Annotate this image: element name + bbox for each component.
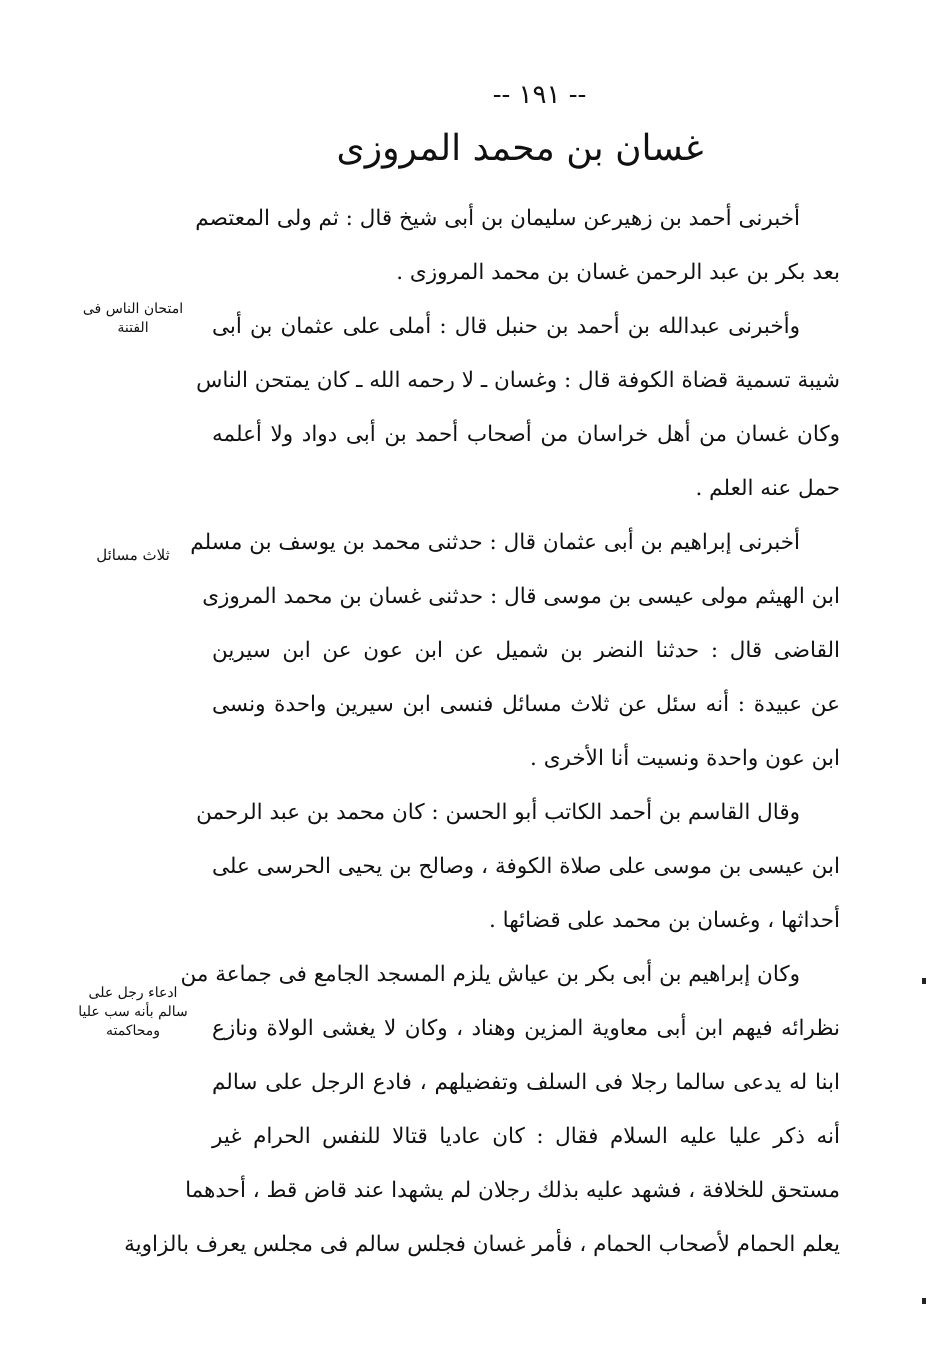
page-number: -- ١٩١ -- [492,80,587,110]
text-line: ابن عيسى بن موسى على صلاة الكوفة ، وصالح بن يحيى الحرسى على [212,854,840,879]
scan-speck [922,1298,926,1304]
text-line: أخبرنى أحمد بن زهيرعن سليمان بن أبى شيخ قال : ثم ولى المعتصم [195,206,800,231]
text-line: مستحق للخلافة ، فشهد عليه بذلك رجلان لم يشهدا عند قاض قط ، أحدهما [185,1178,840,1203]
text-line: أنه ذكر عليا عليه السلام فقال : كان عاديا قتالا للنفس الحرام غير [212,1124,840,1149]
text-line: بعد بكر بن عبد الرحمن غسان بن محمد المروزى . [396,260,840,285]
section-title: غسان بن محمد المروزى [336,128,704,169]
text-line: شيبة تسمية قضاة الكوفة قال : وغسان ـ لا رحمه الله ـ كان يمتحن الناس [196,368,840,393]
margin-note-three-questions: ثلاث مسائل [96,546,170,564]
text-line: أحداثها ، وغسان بن محمد على قضائها . [489,908,840,933]
text-line: وكان إبراهيم بن أبى بكر بن عياش يلزم المسجد الجامع فى جماعة من [180,962,800,987]
text-line: ابن الهيثم مولى عيسى بن موسى قال : حدثنى غسان بن محمد المروزى [202,584,840,609]
text-line: عن عبيدة : أنه سئل عن ثلاث مسائل فنسى ابن سيرين واحدة ونسى [212,692,840,717]
text-line: نظرائه فيهم ابن أبى معاوية المزين وهناد ، وكان لا يغشى الولاة ونازع [212,1016,840,1041]
text-line: حمل عنه العلم . [695,476,840,501]
text-line: وقال القاسم بن أحمد الكاتب أبو الحسن : كان محمد بن عبد الرحمن [196,800,800,825]
scan-speck [922,978,926,984]
text-line: أخبرنى إبراهيم بن أبى عثمان قال : حدثنى محمد بن يوسف بن مسلم [190,530,800,555]
text-line: وكان غسان من أهل خراسان من أصحاب أحمد بن أبى دواد ولا أعلمه [212,422,840,447]
margin-note-accusation: ادعاء رجل على سالم بأنه سب عليا ومحاكمته [78,985,188,1039]
text-line: وأخبرنى عبدالله بن أحمد بن حنبل قال : أملى على عثمان بن أبى [212,314,800,339]
text-line: ابنا له يدعى سالما رجلا فى السلف وتفضيلهم ، فادع الرجل على سالم [212,1070,840,1095]
text-line: ابن عون واحدة ونسيت أنا الأخرى . [530,746,840,771]
text-line: يعلم الحمام لأصحاب الحمام ، فأمر غسان فجلس سالم فى مجلس يعرف بالزاوية [124,1232,840,1257]
text-line: القاضى قال : حدثنا النضر بن شميل عن ابن عون عن ابن سيرين [212,638,840,663]
margin-note-testing-people: امتحان الناس فى الفتنة [82,301,184,336]
